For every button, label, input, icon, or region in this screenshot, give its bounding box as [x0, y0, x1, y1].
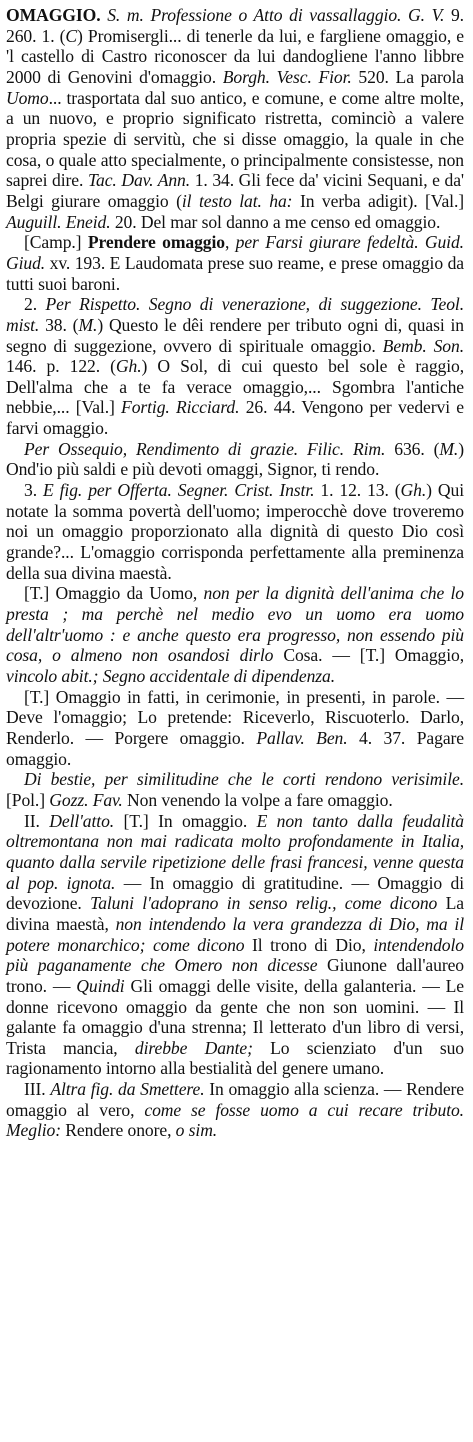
text-segment: [Pol.]	[6, 789, 50, 810]
text-segment: 2.	[24, 294, 46, 315]
text-segment: Altra fig. da Smettere.	[50, 1079, 205, 1100]
entry-paragraph-3	[6, 294, 464, 439]
text-segment: Tac. Dav. Ann.	[87, 170, 191, 191]
text-segment: Non venendo la volpe a fare omaggio.	[122, 789, 393, 810]
text-segment: 146. p. 122. (	[6, 356, 116, 377]
text-segment: Borgh. Vesc. Fior.	[222, 66, 352, 87]
text-segment: ) Promisergli... di tenerle da lui, e fargliene omaggio, e 'l castello di Castro riconoscer da lui dandogliene l'anno libbre 2000 di Genovini d'omaggio.	[6, 25, 465, 87]
text-segment: In verba adigit). [Val.]	[292, 190, 464, 211]
text-segment: Per Ossequio, Rendimento di grazie. Filic. Rim.	[24, 438, 386, 459]
text-segment: Auguill. Eneid.	[6, 211, 111, 232]
text-segment: ) Qui notate la somma povertà dell'uomo; imperocchè dove troveremo noi un omaggio proporzionato alla dignità di questo Dio così grande?... L'omaggio corrisponda perfettamente alla preminenza della sua divina maestà.	[6, 480, 464, 583]
text-segment: 26. 44. Vengono per vedervi e farvi omaggio.	[6, 397, 465, 439]
text-segment: come se fosse uomo a cui recare tributo. Meglio:	[6, 1099, 464, 1141]
text-segment: OMAGGIO.	[6, 5, 101, 25]
text-segment: ) Ond'io più saldi e più devoti omaggi, Signor, ti rendo.	[6, 438, 464, 480]
text-segment: Il trono di Dio,	[244, 934, 374, 955]
text-segment: [T.] Omaggio da Uomo,	[24, 583, 204, 604]
text-segment: intendendolo più paganamente che Omero non dicesse	[6, 934, 464, 976]
entry-paragraph-2	[6, 232, 464, 294]
text-segment: II.	[24, 810, 50, 831]
text-segment: 3.	[24, 480, 43, 501]
text-segment: Fortig. Ricciard.	[121, 397, 240, 418]
text-segment: ... trasportata dal suo antico, e comune, e come altre molte, a un nuovo, e proprio significato ristretta, cominciò a valere propria spezie di servitù, che si disse omaggio, la quale in che cosa, o quale atto specialmente, o principalmente consistesse, non saprei dire.	[6, 87, 464, 191]
text-segment: 38. (	[39, 314, 79, 335]
text-segment: [	[114, 810, 130, 831]
entry-paragraph-1	[6, 5, 464, 232]
text-segment: 20. Del mar sol danno a me censo ed omaggio.	[110, 211, 441, 232]
entry-paragraph-6	[6, 583, 464, 686]
text-segment: Rendere onore,	[61, 1120, 176, 1141]
text-segment: E fig. per Offerta. Segner. Crist. Instr.	[43, 480, 315, 501]
text-segment: ] Omaggio,	[379, 645, 465, 666]
text-segment: — In omaggio di gratitudine. — Omaggio di devozione.	[6, 872, 464, 914]
text-segment: 520. La parola	[351, 66, 464, 87]
entry-paragraph-8	[6, 769, 464, 810]
text-segment: La divina maestà,	[6, 893, 464, 934]
text-segment: Giunone dall'aureo trono. —	[6, 955, 464, 996]
text-segment: T.	[129, 810, 143, 831]
text-segment: Pallav. Ben.	[256, 727, 348, 748]
text-segment: ] In omaggio.	[142, 810, 257, 831]
text-segment: C	[65, 25, 78, 46]
text-segment: ,	[224, 232, 236, 253]
entry-paragraph-10	[6, 1079, 464, 1141]
text-segment: vincolo abit.; Segno accidentale di dipendenza.	[6, 666, 336, 686]
text-segment: Prendere omaggio	[87, 232, 225, 253]
text-segment: per Farsi giurare fedeltà. Guid. Giud.	[6, 232, 464, 273]
entry-paragraph-7	[6, 687, 464, 770]
text-segment: [	[24, 686, 30, 707]
text-segment: T.	[365, 645, 380, 666]
text-segment: Bemb. Son.	[382, 335, 464, 356]
text-segment: non per la dignità dell'anima che lo presta ; ma perchè nel medio evo un uomo era uomo dell'altr'uomo : e anche questo era progresso, non essendo più cosa, o almeno non osandosi dirlo	[6, 583, 465, 666]
text-segment: ) O Sol, di cui questo bel sole è raggio, Dell'alma che a te fa verace omaggio,... Sgombra l'antiche nebbie,... [Val.]	[6, 356, 464, 418]
text-segment: o sim.	[175, 1120, 218, 1141]
text-segment: M.	[439, 438, 459, 459]
text-segment: Gozz. Fav.	[49, 789, 123, 810]
text-segment: 9. 260. 1. (	[6, 5, 464, 46]
dictionary-entry-omaggio	[6, 5, 464, 1141]
entry-paragraph-5	[6, 480, 464, 583]
text-segment: 1. 34. Gli fece da' vicini Sequani, e da' Belgi giurare omaggio (	[6, 170, 464, 211]
text-segment: Uomo	[6, 87, 49, 108]
text-segment: Cosa. — [	[273, 645, 366, 666]
text-segment: Dell'atto.	[49, 810, 115, 831]
text-segment: non intendendo la vera grandezza di Dio, ma il potere monarchico; come dicono	[6, 913, 464, 955]
text-segment: Gh.	[400, 480, 427, 501]
text-segment: il testo lat. ha:	[181, 190, 293, 211]
text-segment: Di bestie, per similitudine che le corti rendono verisimile.	[24, 769, 464, 790]
text-segment: M.	[78, 314, 98, 335]
text-segment: T.	[29, 686, 44, 707]
text-segment: Per Rispetto. Segno di venerazione, di suggezione. Teol. mist.	[6, 294, 464, 335]
text-segment: ) Questo le dêi rendere per tributo ogni di, quasi in segno di suggezione, ovvero di spirituale omaggio.	[6, 314, 464, 356]
text-segment: [Camp.]	[24, 232, 88, 253]
text-segment: In omaggio alla scienza. — Rendere omaggio al vero,	[6, 1079, 464, 1120]
text-segment: 4. 37. Pagare omaggio.	[6, 727, 464, 769]
text-segment: Gli omaggi delle visite, della galanteria. — Le donne ricevono omaggio da gente che non son uomini. — Il galante fa omaggio d'una strenna; Il letterato d'un libro di versi, Trista mancia,	[6, 975, 464, 1058]
text-segment: ] Omaggio in fatti, in cerimonie, in presenti, in parole. — Deve l'omaggio; Lo pretende: Riceverlo, Riscuoterlo. Darlo, Renderlo. — Porgere omaggio.	[6, 686, 464, 748]
text-segment: Quindi	[76, 975, 125, 996]
text-segment: 636. (	[385, 438, 440, 459]
text-segment: Taluni l'adoprano in senso relig., come dicono	[90, 893, 438, 914]
text-segment: xv. 193. E Laudomata prese suo reame, e prese omaggio da tutti suoi baroni.	[6, 252, 464, 294]
entry-paragraph-4	[6, 439, 464, 480]
text-segment: 1. 12. 13. (	[314, 480, 401, 501]
text-segment: III.	[24, 1079, 51, 1100]
text-segment: Lo scienziato d'un suo ragionamento intorno alla bestialità del genere umano.	[6, 1037, 464, 1079]
entry-paragraph-9	[6, 811, 464, 1080]
text-segment: S. m. Professione o Atto di vassallaggio. G. V.	[107, 5, 445, 25]
text-segment: direbbe Dante;	[134, 1037, 253, 1058]
text-segment: E non tanto dalla feudalità oltremontana non mai radicata molto profondamente in Italia, quanto dalla servile ripetizione delle frasi francesi, venne questa al pop. ignota.	[6, 810, 464, 893]
text-segment: Gh.	[115, 356, 142, 377]
